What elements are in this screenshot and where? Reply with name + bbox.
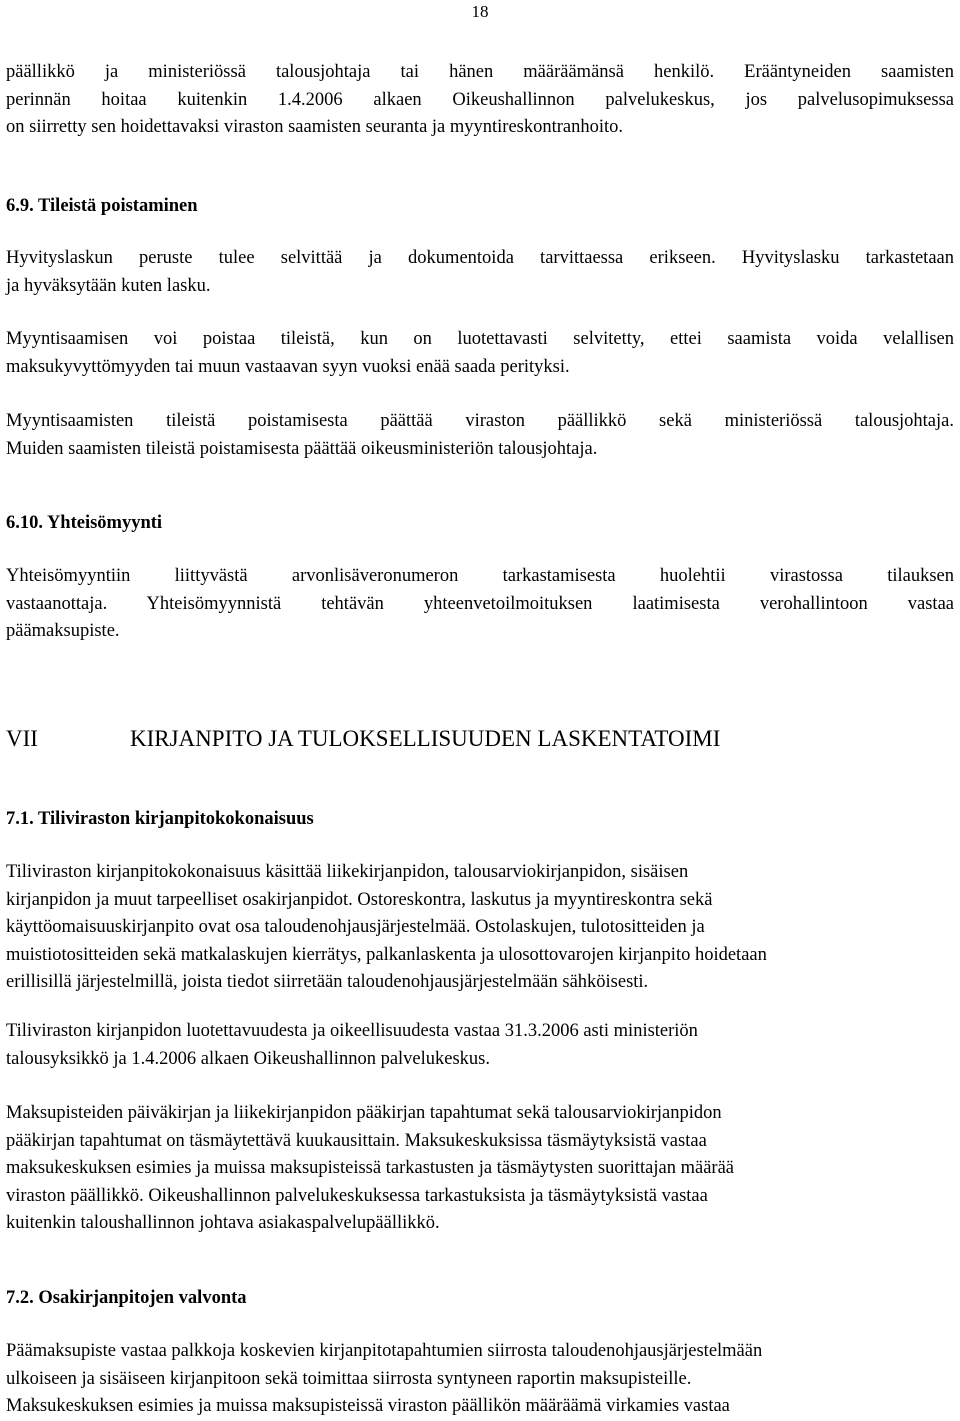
text-line: perinnän hoitaa kuitenkin 1.4.2006 alkaen Oikeushallinnon palvelukeskus, jos palvelusopimuksessa	[6, 89, 954, 110]
text-line: erillisillä järjestelmillä, joista tiedot siirretään taloudenohjausjärjestelmään sähköisesti.	[6, 972, 649, 992]
text-line: ulkoiseen ja sisäiseen kirjanpitoon sekä toimittaa siirrosta syntyneen raportin maksupisteille.	[6, 1368, 692, 1389]
section-6-9-paragraph-2	[6, 326, 954, 381]
section-6-9-paragraph-1	[6, 245, 954, 300]
text-line: pääkirjan tapahtumat on täsmäytettävä kuukausittain. Maksukeskuksissa täsmäytyksistä vastaa	[6, 1130, 707, 1151]
text-line: Hyvityslaskun peruste tulee selvittää ja dokumentoida tarvittaessa erikseen. Hyvityslasku tarkastetaan	[6, 248, 954, 268]
text-line: Maksupisteiden päiväkirjan ja liikekirjanpidon pääkirjan tapahtumat sekä talousarviokirjanpidon	[6, 1103, 722, 1123]
text-line: päämaksupiste.	[6, 621, 120, 641]
text-line: Päämaksupiste vastaa palkkoja koskevien kirjanpitotapahtumien siirrosta taloudenohjausjärjestelmään	[6, 1341, 763, 1361]
section-6-9-paragraph-3	[6, 408, 954, 463]
text-line: käyttöomaisuuskirjanpito ovat osa taloudenohjausjärjestelmää. Ostolaskujen, tulotositteiden ja	[6, 917, 705, 937]
text-line: muistiotositteiden sekä matkalaskujen kierrätys, palkanlaskenta ja ulosottovarojen kirjanpito hoidetaan	[6, 944, 767, 965]
text-line: Myyntisaamisen voi poistaa tileistä, kun on luotettavasti selvitetty, ettei saamista voida velallisen	[6, 329, 954, 349]
section-6-10-paragraph-1	[6, 563, 954, 646]
page-number: 18	[471, 2, 489, 21]
chapter-number: VII	[6, 726, 38, 751]
section-heading-6-9: 6.9. Tileistä poistaminen	[6, 196, 198, 216]
text-line: maksukeskuksen esimies ja muissa maksupisteissä tarkastusten ja täsmäytysten suorittajan määrää	[6, 1158, 735, 1178]
text-line: kuitenkin taloushallinnon johtava asiakaspalvelupäällikkö.	[6, 1213, 440, 1233]
text-line: Myyntisaamisten tileistä poistamisesta päättää viraston päällikkö sekä ministeriössä talousjohtaja.	[6, 411, 954, 431]
text-line: Tiliviraston kirjanpidon luotettavuudesta ja oikeellisuudesta vastaa 31.3.2006 asti ministeriön	[6, 1021, 698, 1041]
intro-paragraph	[6, 59, 954, 142]
text-line: on siirretty sen hoidettavaksi viraston saamisten seuranta ja myyntireskontranhoito.	[6, 117, 624, 137]
text-line: ja hyväksytään kuten lasku.	[6, 275, 211, 296]
text-line: Yhteisömyyntiin liittyvästä arvonlisäveronumeron tarkastamisesta huolehtii virastossa tilauksen	[6, 566, 954, 586]
text-line: kirjanpidon ja muut tarpeelliset osakirjanpidot. Ostoreskontra, laskutus ja myyntireskontra sekä	[6, 889, 713, 910]
section-7-1-paragraph-2	[6, 1018, 954, 1073]
text-line: vastaanottaja. Yhteisömyynnistä tehtävän yhteenvetoilmoituksen laatimisesta verohallintoon vastaa	[6, 593, 954, 614]
section-heading-7-2: 7.2. Osakirjanpitojen valvonta	[6, 1288, 247, 1308]
text-line: päällikkö ja ministeriössä talousjohtaja tai hänen määräämänsä henkilö. Erääntyneiden saamisten	[6, 62, 954, 82]
chapter-title: KIRJANPITO JA TULOKSELLISUUDEN LASKENTATOIMI	[130, 726, 721, 751]
section-7-1-paragraph-1	[6, 859, 954, 997]
text-line: viraston päällikkö. Oikeushallinnon palvelukeskuksessa tarkastuksista ja täsmäytyksistä vastaa	[6, 1185, 708, 1206]
text-line: Tiliviraston kirjanpitokokonaisuus käsittää liikekirjanpidon, talousarviokirjanpidon, sisäisen	[6, 862, 689, 882]
text-line: maksukyvyttömyyden tai muun vastaavan syyn vuoksi enää saada perityksi.	[6, 356, 570, 377]
text-line: Muiden saamisten tileistä poistamisesta päättää oikeusministeriön talousjohtaja.	[6, 438, 598, 459]
section-heading-7-1: 7.1. Tiliviraston kirjanpitokokonaisuus	[6, 809, 314, 829]
text-line: Maksukeskuksen esimies ja muissa maksupisteissä viraston päällikön määräämä virkamies vastaa	[6, 1396, 730, 1416]
text-line: talousyksikkö ja 1.4.2006 alkaen Oikeushallinnon palvelukeskus.	[6, 1048, 491, 1069]
chapter-heading	[6, 723, 720, 755]
section-7-2-paragraph-1	[6, 1338, 954, 1421]
section-7-1-paragraph-3	[6, 1100, 954, 1238]
section-heading-6-10: 6.10. Yhteisömyynti	[6, 513, 163, 533]
